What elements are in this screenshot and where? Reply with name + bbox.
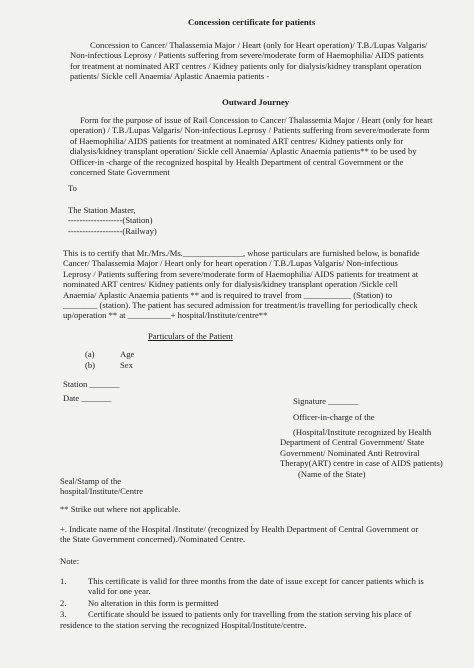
hospital-line: (Hospital/Institute recognized by Health — [293, 427, 432, 437]
particulars-heading: Particulars of the Patient — [148, 331, 233, 341]
certify-line: up/operation ** at __________+ hospital/Institute/centre** — [63, 310, 268, 321]
plus-note — [60, 524, 418, 545]
officer-label: Officer-in-charge of the — [293, 412, 375, 422]
hospital-line: Therapy(ART) centre in case of AIDS patients) — [280, 458, 443, 469]
note-item — [88, 609, 411, 619]
plus-note-line: the State Government concerned)./Nominated Centre. — [60, 534, 246, 545]
particular-label-age: Age — [120, 349, 135, 359]
note-number: 2. — [60, 598, 67, 608]
date-field: Date _______ — [63, 393, 112, 403]
note-line: No alteration in this form is permitted — [88, 598, 219, 608]
hospital-line: (Name of the State) — [298, 468, 366, 479]
note-item — [88, 576, 424, 597]
certification-paragraph — [63, 248, 420, 321]
certify-line: nominated ART centres/ Kidney patients only for dialysis/kidney transplant operation /Sickle cell — [63, 279, 398, 290]
certify-line: Anaemia/ Aplastic Anaemia patients ** and is required to travel from ___________ (Station) to — [63, 289, 393, 300]
journey-title: Outward Journey — [222, 97, 290, 107]
signature-field: Signature _______ — [293, 396, 359, 406]
certificate-title: Concession certificate for patients — [188, 17, 316, 27]
form-line: Form for the purpose of issue of Rail Concession to Cancer/ Thalassemia Major / Heart (only for heart — [80, 115, 433, 125]
intro-line: for treatment at nominated ART centres / Kidney patients only for dialysis/kidney transplant operation — [70, 60, 422, 71]
note-item — [88, 598, 218, 608]
note-line: valid for one year. — [88, 586, 151, 597]
hospital-line: Government/ Nominated Anti Retroviral — [280, 447, 420, 458]
particular-key-a: (a) — [85, 349, 95, 359]
particular-label-sex: Sex — [120, 360, 133, 370]
note-number: 3. — [60, 609, 67, 619]
note-number: 1. — [60, 576, 67, 586]
addressee-block — [68, 205, 157, 236]
intro-line: Concession to Cancer/ Thalassemia Major / Heart (only for Heart operation)/ T.B./Lupas Valgaris/ — [90, 40, 428, 50]
hospital-line: Department of Central Government/ State — [280, 437, 425, 448]
form-line: of Haemophilia/ AIDS patients for treatment at nominated ART centres/ Kidney patients only for — [70, 135, 404, 146]
railway-line: -------------------(Railway) — [68, 225, 157, 236]
station-line: -------------------(Station) — [68, 215, 153, 226]
station-master-label: The Station Master, — [68, 205, 136, 215]
form-purpose-paragraph — [70, 115, 433, 178]
seal-block — [60, 476, 143, 497]
station-field: Station _______ — [63, 379, 120, 389]
certify-line: Leprosy / Patients suffering from severe/moderate form of Haemophilia/ AIDS patients for treatment at — [63, 268, 419, 279]
plus-note-line: +. Indicate name of the Hospital /Institute/ (recognized by Health Department of Central Government or — [60, 524, 419, 534]
intro-paragraph — [70, 40, 428, 82]
to-label: To — [68, 183, 77, 193]
intro-line: Non-infectious Leprosy / Patients suffering from severe/moderate form of Haemophilia/ AIDS patients — [70, 50, 424, 61]
seal-line: hospital/Institute/Centre — [60, 486, 144, 497]
form-line: operation) / T.B./Lupas Valgaris/ Non-infectious Leprosy / Patients suffering from severe/moderate form — [70, 125, 430, 136]
seal-line: Seal/Stamp of the — [60, 476, 122, 486]
form-line: dialysis/kidney transplant operation/ Sickle cell Anaemia/ Aplastic Anaemia patients** to be used by — [70, 146, 417, 157]
hospital-block — [280, 427, 443, 479]
certify-line: ________ (station). The patient has secured admission for treatment/is travelling for periodically check — [63, 300, 418, 311]
intro-line: patients/ Sickle cell Anaemia/ Aplastic Anaemia patients - — [70, 71, 270, 82]
form-line: concerned State Government — [70, 167, 170, 178]
note-line: residence to the station serving the recognized Hospital/Institute/centre. — [60, 620, 307, 630]
note-label: Note: — [60, 556, 80, 566]
strike-note: ** Strike out where not applicable. — [60, 504, 181, 514]
particular-key-b: (b) — [85, 360, 96, 370]
form-line: Officer-in -charge of the recognized hospital by Health Department of central Government or the — [70, 156, 404, 167]
certify-line: Cancer/ Thalassemia Major / Heart only for heart operation / T.B./Lupas Valgaris/ Non-infectious — [63, 258, 398, 269]
note-line: Certificate should be issued to patients only for travelling from the station serving his place of — [88, 609, 412, 619]
note-line: This certificate is valid for three months from the date of issue except for cancer patients which is — [88, 576, 424, 586]
certify-line: This is to certify that Mr./Mrs./Ms.______________, whose particulars are furnished below, is bonafide — [63, 248, 420, 258]
